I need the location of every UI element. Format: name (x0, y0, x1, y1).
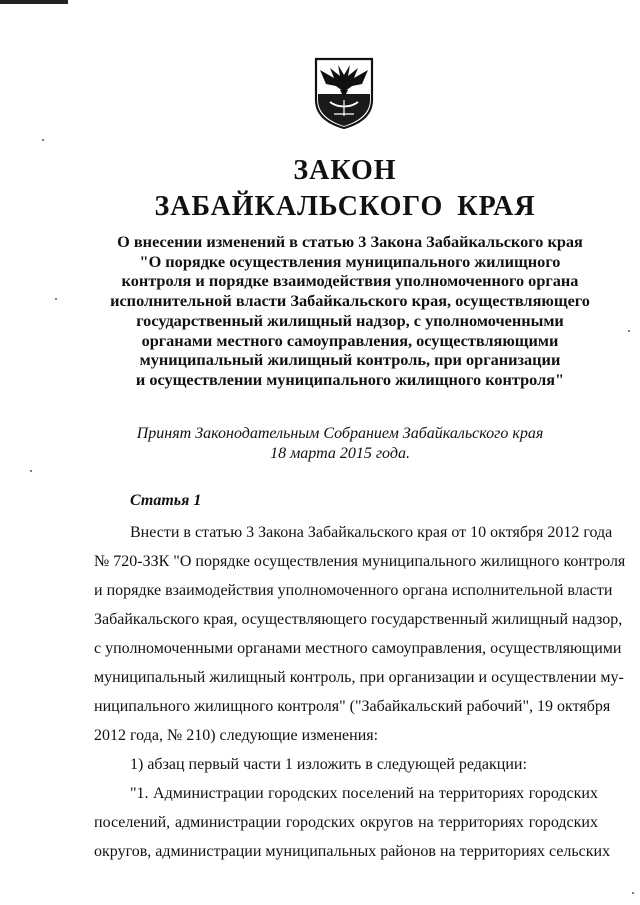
subject-line: и осуществлении муниципального жилищного контроля" (135, 369, 565, 389)
body-line: поселений, администрации городских округов на территориях городских (94, 814, 598, 831)
body-line: 1) абзац первый части 1 изложить в следующей редакции: (130, 756, 527, 773)
subject-line: "О порядке осуществления муниципального жилищного (139, 251, 561, 271)
body-line: округов, администрации муниципальных районов на территориях сельских (94, 843, 611, 860)
article-body (94, 518, 626, 866)
subject-line: контроля и порядке взаимодействия уполномоченного органа (121, 271, 579, 291)
law-subject (40, 232, 640, 390)
adoption-line: Принят Законодательным Собранием Забайкальского края (136, 425, 544, 442)
body-line: ниципального жилищного контроля" ("Забайкальский рабочий", 19 октября (94, 698, 611, 715)
law-title-line2: ЗАБАЙКАЛЬСКОГО КРАЯ (154, 191, 536, 222)
adoption-date: 18 марта 2015 года. (270, 445, 410, 462)
subject-line: муниципальный жилищный контроль, при организации (139, 350, 561, 370)
body-line: и порядке взаимодействия уполномоченного органа исполнительной власти (94, 582, 613, 599)
body-line: "1. Администрации городских поселений на территориях городских (130, 785, 598, 802)
law-title-line1: ЗАКОН (293, 155, 397, 186)
body-line: с уполномоченными органами местного самоуправления, осуществляющими (94, 640, 622, 657)
scan-speck (30, 470, 32, 472)
body-line: Внести в статью 3 Закона Забайкальского края от 10 октября 2012 года (130, 524, 613, 541)
subject-line: государственный жилищный надзор, с уполномоченными (136, 310, 564, 330)
body-line: 2012 года, № 210) следующие изменения: (94, 727, 379, 744)
subject-line: исполнительной власти Забайкальского края, осуществляющего (110, 291, 590, 311)
body-line: № 720-ЗЗК "О порядке осуществления муниципального жилищного контроля (94, 553, 626, 570)
subject-line: О внесении изменений в статью 3 Закона Забайкальского края (117, 232, 583, 251)
scan-speck (42, 139, 44, 141)
scan-artifact-line (0, 0, 68, 4)
body-line: муниципальный жилищный контроль, при организации и осуществлении му- (94, 669, 624, 686)
adoption-note (40, 424, 640, 464)
body-line: Забайкальского края, осуществляющего государственный жилищный надзор, (94, 611, 623, 628)
coat-of-arms-icon (312, 56, 376, 130)
article-heading: Статья 1 (130, 492, 202, 509)
subject-line: органами местного самоуправления, осуществляющими (141, 330, 559, 350)
scan-speck (632, 892, 634, 894)
